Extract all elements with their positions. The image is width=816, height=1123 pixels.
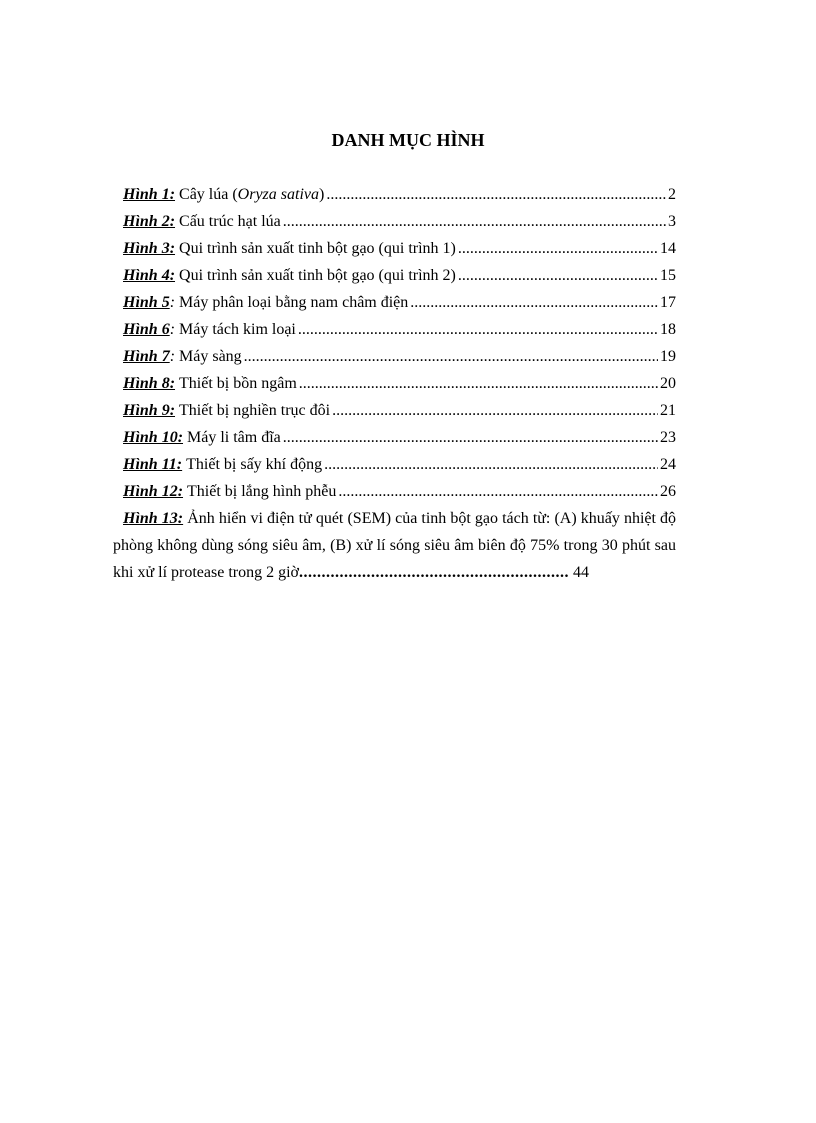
figure-label: Hình 7 [123, 348, 170, 365]
list-item[interactable] [113, 208, 676, 235]
figure-label-separator: : [169, 321, 176, 338]
list-item[interactable] [113, 370, 676, 397]
dot-leader [299, 370, 658, 397]
list-item[interactable] [113, 181, 676, 208]
page-number: 23 [660, 429, 676, 446]
list-item[interactable] [113, 289, 676, 316]
figure-label: Hình 8: [123, 375, 176, 392]
list-item[interactable] [113, 235, 676, 262]
list-item[interactable] [113, 424, 676, 451]
figure-label: Hình 11: [123, 456, 183, 473]
dot-leader [283, 424, 658, 451]
figure-list [113, 181, 676, 586]
figure-title: Thiết bị sấy khí động [186, 456, 323, 473]
dot-leader [298, 316, 658, 343]
page-number: 20 [660, 375, 676, 392]
figure-label: Hình 10: [123, 429, 184, 446]
figure-title: Máy sàng [179, 348, 242, 365]
figure-label: Hình 9: [123, 402, 176, 419]
page-number: 14 [660, 240, 676, 257]
figure-label-separator: : [169, 348, 176, 365]
figure-title: Máy phân loại bằng nam châm điện [179, 294, 409, 311]
figure-title: Cấu trúc hạt lúa [179, 213, 281, 230]
page-number: 44 [573, 564, 589, 581]
figure-title: Qui trình sản xuất tinh bột gạo (qui trình 1) [179, 240, 456, 257]
page-number: 17 [660, 294, 676, 311]
page-number: 2 [668, 186, 676, 203]
list-item[interactable] [113, 316, 676, 343]
figure-label: Hình 5 [123, 294, 170, 311]
figure-label: Hình 2: [123, 213, 176, 230]
list-item[interactable] [113, 343, 676, 370]
page-number: 24 [660, 456, 676, 473]
dot-leader [324, 451, 658, 478]
figure-title: Qui trình sản xuất tinh bột gạo (qui trình 2) [179, 267, 456, 284]
figure-title: Thiết bị lắng hình phễu [187, 483, 337, 500]
dot-leader [332, 397, 658, 424]
figure-label: Hình 12: [123, 483, 184, 500]
dot-leader [458, 262, 658, 289]
figure-title: Thiết bị nghiền trục đôi [179, 402, 331, 419]
page-number: 19 [660, 348, 676, 365]
dot-leader [338, 478, 658, 505]
dot-leader [410, 289, 658, 316]
list-item[interactable] [113, 451, 676, 478]
figure-title: Ảnh hiển vi điện tử quét (SEM) của tinh bột gạo tách từ: (A) khuấy nhiệt độ phòng không dùng sóng siêu âm, (B) xử lí sóng siêu âm biên độ 75% trong 30 phút sau khi xử lí protease trong 2 giờ [113, 510, 677, 581]
figure-label: Hình 6 [123, 321, 170, 338]
figure-label: Hình 1: [123, 186, 176, 203]
page-number: 18 [660, 321, 676, 338]
list-item[interactable] [113, 505, 676, 586]
dot-leader [244, 343, 658, 370]
dot-leader [326, 181, 666, 208]
list-item[interactable] [113, 478, 676, 505]
figure-title: Máy li tâm đĩa [187, 429, 281, 446]
dot-leader: ............................................................ [299, 564, 569, 581]
figure-title: Thiết bị bồn ngâm [179, 375, 297, 392]
list-item[interactable] [113, 397, 676, 424]
figure-label: Hình 13: [123, 510, 184, 527]
figure-title: Cây lúa (Oryza sativa) [179, 186, 325, 203]
page-number: 26 [660, 483, 676, 500]
figure-label: Hình 4: [123, 267, 176, 284]
page-number: 15 [660, 267, 676, 284]
list-item[interactable] [113, 262, 676, 289]
figure-title: Máy tách kim loại [179, 321, 296, 338]
dot-leader [458, 235, 658, 262]
page-title: DANH MỤC HÌNH [331, 130, 485, 150]
figure-label: Hình 3: [123, 240, 176, 257]
page-number: 21 [660, 402, 676, 419]
page-number: 3 [668, 213, 676, 230]
figure-label-separator: : [169, 294, 176, 311]
dot-leader [283, 208, 666, 235]
